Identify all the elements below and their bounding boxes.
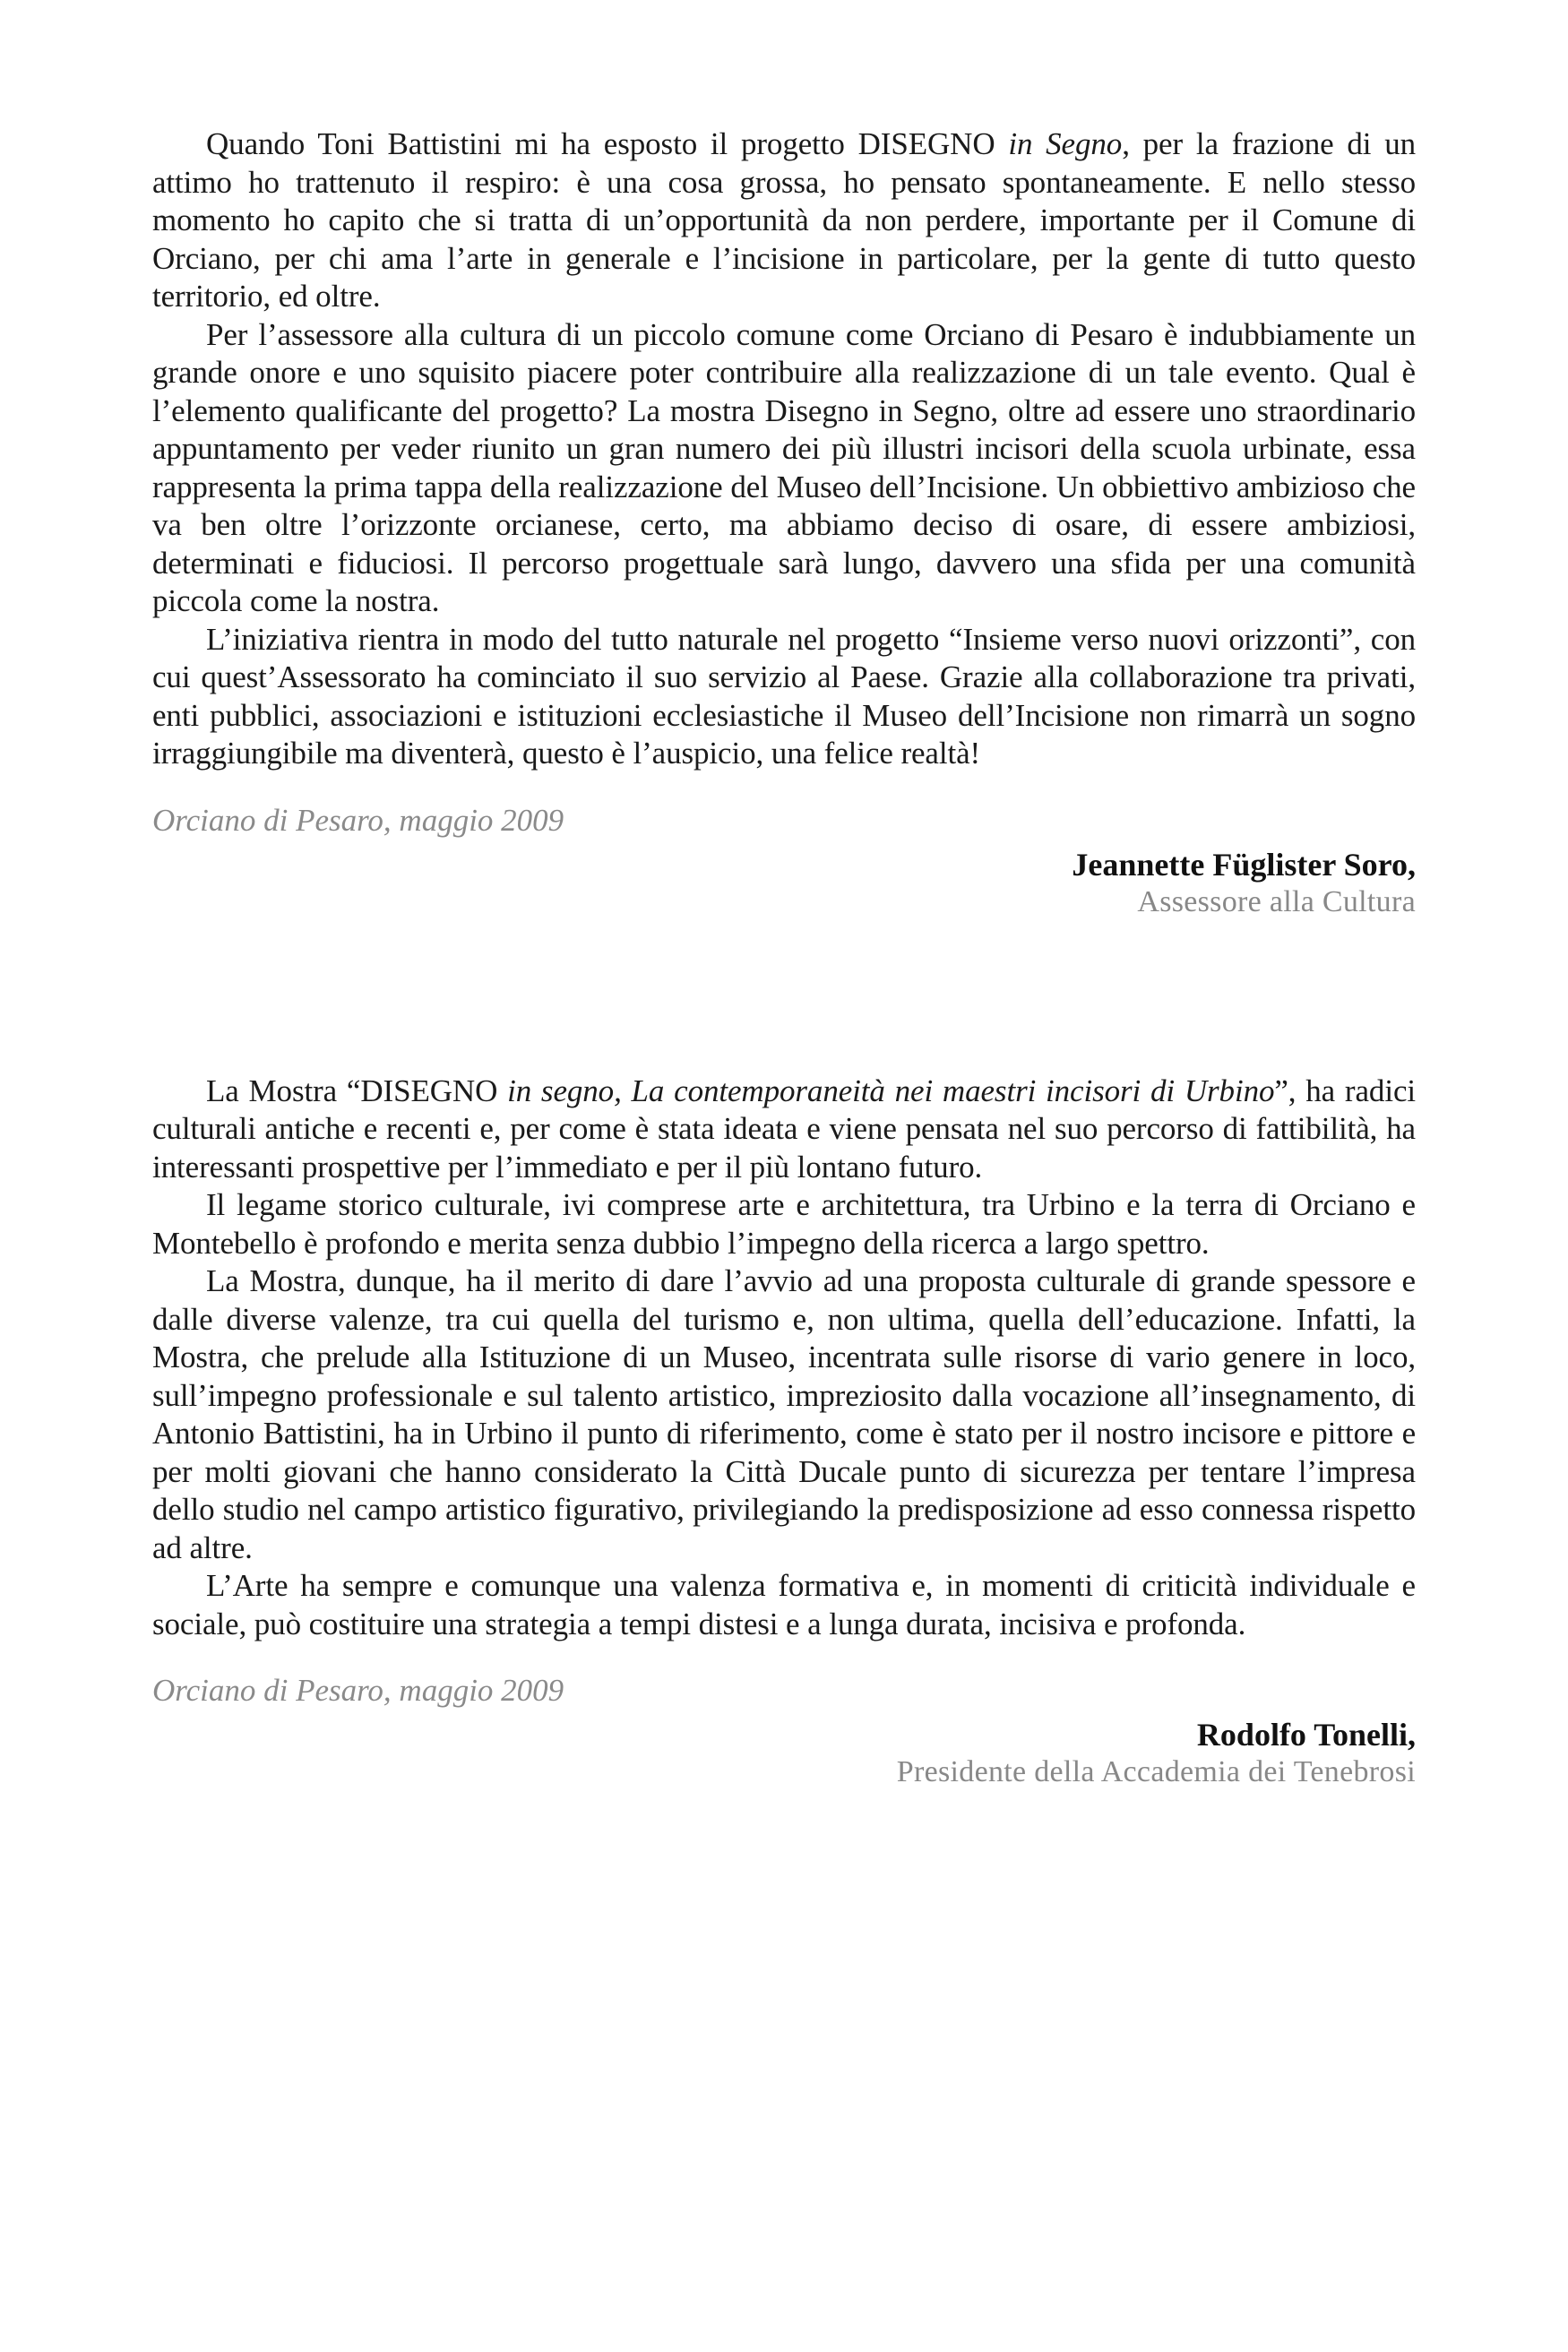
letter-assessore bbox=[152, 125, 1416, 920]
letter-1-paragraph-2: Per l’assessore alla cultura di un piccolo comune come Orciano di Pesaro è indubbiamente un grande onore e uno squisito piacere poter contribuire alla realizzazione di un tale evento. Qual è l’elemento qualificante del progetto? La mostra Disegno in Segno, oltre ad essere uno straordinario appuntamento per veder riunito un gran numero dei più illustri incisori della scuola urbinate, essa rappresenta la prima tappa della realizzazione del Museo dell’Incisione. Un obbiettivo ambizioso che va ben oltre l’orizzonte orcianese, certo, ma abbiamo deciso di osare, di essere ambiziosi, determinati e fiduciosi. Il percorso progettuale sarà lungo, davvero una sfida per una comunità piccola come la nostra. bbox=[152, 316, 1416, 618]
letter-2-paragraph-4: L’Arte ha sempre e comunque una valenza formativa e, in momenti di criticità individuale e sociale, può costituire una strategia a tempi distesi e a lunga durata, incisiva e profonda. bbox=[152, 1568, 1416, 1641]
letter-1-paragraph-3: L’iniziativa rientra in modo del tutto naturale nel progetto “Insieme verso nuovi orizzonti”, con cui quest’Assessorato ha cominciato il suo servizio al Paese. Grazie alla collaborazione tra privati, enti pubblici, associazioni e istituzioni ecclesiastiche il Museo dell’Incisione non rimarrà un sogno irraggiungibile ma diventerà, questo è l’auspicio, una felice realtà! bbox=[152, 621, 1416, 771]
letter-1-paragraph-1 bbox=[152, 125, 1416, 316]
letter-1-paragraph-1-end: , per la frazione di un attimo ho trattenuto il respiro: è una cosa grossa, ho pensato spontaneamente. E nello stesso momento ho capito che si tratta di un’opportunità da non perdere, importante per il Comune di Orciano, per chi ama l’arte in generale e l’incisione in particolare, per la gente di tutto questo territorio, ed oltre. bbox=[152, 126, 1417, 314]
letter-2-paragraph-1-italic: in segno, La contemporaneità nei maestri incisori di Urbino bbox=[507, 1073, 1275, 1108]
letter-1-place-date: Orciano di Pesaro, maggio 2009 bbox=[152, 802, 564, 838]
letter-2-signer-name: Rodolfo Tonelli, bbox=[1196, 1717, 1416, 1753]
letter-1-signature bbox=[152, 845, 1416, 920]
letter-1-signer-name: Jeannette Füglister Soro, bbox=[1072, 846, 1416, 883]
letter-2-paragraph-1-end: ”, ha radici culturali antiche e recenti e, per come è stata ideata e viene pensata nel suo percorso di fattibilità, ha interessanti prospettive per l’immediato e per il più lontano futuro. bbox=[152, 1073, 1417, 1185]
letter-2-place-date: Orciano di Pesaro, maggio 2009 bbox=[152, 1673, 564, 1708]
letter-presidente bbox=[152, 1073, 1416, 1791]
document-page bbox=[152, 125, 1416, 1790]
letter-1-paragraph-1-italic: in Segno bbox=[1008, 126, 1123, 161]
letter-2-paragraph-1 bbox=[152, 1073, 1416, 1187]
letter-1-signer-role: Assessore alla Cultura bbox=[1137, 884, 1416, 918]
letter-2-signature bbox=[152, 1715, 1416, 1790]
letter-2-paragraph-3: La Mostra, dunque, ha il merito di dare l’avvio ad una proposta culturale di grande spessore e dalle diverse valenze, tra cui quella del turismo e, non ultima, quella dell’educazione. Infatti, la Mostra, che prelude alla Istituzione di un Museo, incentrata sulle risorse di vario genere in loco, sull’impegno professionale e sul talento artistico, impreziosito dalla vocazione all’insegnamento, di Antonio Battistini, ha in Urbino il punto di riferimento, come è stato per il nostro incisore e pittore e per molti giovani che hanno considerato la Città Ducale punto di sicurezza per tentare l’impresa dello studio nel campo artistico figurativo, privilegiando la predisposizione ad esso connessa rispetto ad altre. bbox=[152, 1263, 1416, 1565]
letter-2-signer-role: Presidente della Accademia dei Tenebrosi bbox=[896, 1755, 1416, 1788]
letter-2-paragraph-2: Il legame storico culturale, ivi comprese arte e architettura, tra Urbino e la terra di Orciano e Montebello è profondo e merita senza dubbio l’impegno della ricerca a largo spettro. bbox=[152, 1187, 1416, 1261]
letter-1-paragraph-1-start: Quando Toni Battistini mi ha esposto il progetto DISEGNO bbox=[206, 126, 1009, 161]
letter-2-paragraph-1-start: La Mostra “DISEGNO bbox=[206, 1073, 508, 1108]
